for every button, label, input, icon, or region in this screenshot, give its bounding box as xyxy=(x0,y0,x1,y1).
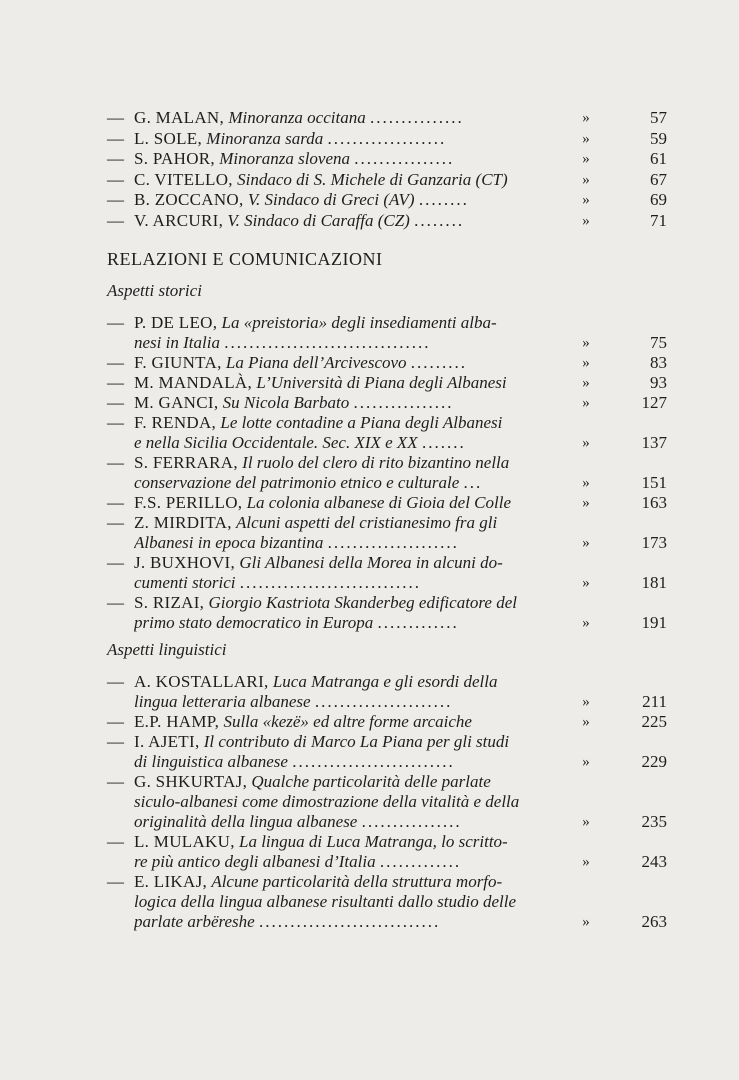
entry-title: Alcune particolarità della struttura morfo- xyxy=(211,872,503,891)
entry-page-number: 211 xyxy=(642,692,667,711)
entry-author: Z. MIRDITA, xyxy=(134,513,232,532)
entry-leader: ................ xyxy=(353,393,454,412)
entry-page-number: 137 xyxy=(641,433,667,452)
entry-page-number: 83 xyxy=(650,353,667,372)
toc-entry xyxy=(107,190,667,211)
entry-title-continued: conservazione del patrimonio etnico e culturale xyxy=(134,473,460,492)
entry-leader: ................................. xyxy=(224,333,431,352)
entry-guillemet: » xyxy=(582,914,590,930)
entry-guillemet: » xyxy=(582,151,590,168)
entry-author: J. BUXHOVI, xyxy=(134,553,236,572)
entry-dash: — xyxy=(107,772,124,791)
entry-title: Minoranza sarda xyxy=(206,128,324,148)
entry-title-continued: parlate arbëreshe xyxy=(134,912,255,931)
entry-dash: — xyxy=(107,149,124,169)
entry-author: V. ARCURI, xyxy=(134,210,224,230)
entry-leader: ............. xyxy=(379,852,462,871)
entry-author: S. RIZAI, xyxy=(134,593,205,612)
toc-entry xyxy=(107,170,667,191)
toc-entry xyxy=(107,593,667,633)
section-heading: RELAZIONI E COMUNICAZIONI xyxy=(107,249,383,269)
entry-author: E.P. HAMP, xyxy=(134,712,220,731)
entry-leader: ............................. xyxy=(258,912,441,931)
entry-page-number: 229 xyxy=(641,752,667,771)
toc-entry xyxy=(107,832,667,872)
entry-dash: — xyxy=(107,453,124,472)
entry-title: La Piana dell’Arcivescovo xyxy=(225,353,407,372)
entry-title: V. Sindaco di Greci (AV) xyxy=(247,190,415,210)
toc-entry xyxy=(107,712,667,732)
entry-dash: — xyxy=(107,108,124,127)
top-entry-list xyxy=(107,108,667,232)
entry-author: G. SHKURTAJ, xyxy=(134,772,248,791)
entry-leader: ................ xyxy=(361,812,462,831)
entry-title-continued: siculo-albanesi come dimostrazione della vitalità e della xyxy=(134,792,520,811)
entry-guillemet: » xyxy=(582,475,590,491)
entry-dash: — xyxy=(107,553,124,572)
entry-leader: ............... xyxy=(369,108,464,127)
entry-leader: ............................. xyxy=(239,573,422,592)
entry-page-number: 151 xyxy=(641,473,667,492)
entry-guillemet: » xyxy=(582,171,590,188)
entry-page-number: 69 xyxy=(650,190,667,210)
entry-title: L’Università di Piana degli Albanesi xyxy=(256,373,507,392)
entry-dash: — xyxy=(107,493,124,512)
entry-title-continued: logica della lingua albanese risultanti dallo studio delle xyxy=(134,892,517,911)
entry-page-number: 243 xyxy=(641,852,667,871)
toc-entry xyxy=(107,373,667,393)
entry-author: E. LIKAJ, xyxy=(134,872,208,891)
entry-author: B. ZOCCANO, xyxy=(134,190,244,210)
entry-author: F.S. PERILLO, xyxy=(134,493,243,512)
entry-title-continued: e nella Sicilia Occidentale. Sec. XIX e XX xyxy=(134,433,418,452)
entry-dash: — xyxy=(107,393,124,412)
entry-leader: ................... xyxy=(327,128,447,148)
entry-page-number: 93 xyxy=(650,373,667,392)
entry-author: F. GIUNTA, xyxy=(134,353,222,372)
entry-guillemet: » xyxy=(582,130,590,147)
toc-entry xyxy=(107,553,667,593)
entry-title-continued: originalità della lingua albanese xyxy=(134,812,358,831)
entry-dash: — xyxy=(107,373,124,392)
entry-author: F. RENDA, xyxy=(134,413,217,432)
entry-dash: — xyxy=(107,872,124,891)
entry-dash: — xyxy=(107,513,124,532)
entry-author: G. MALAN, xyxy=(134,108,225,127)
entry-leader: ............. xyxy=(377,613,459,632)
entry-page-number: 181 xyxy=(641,573,667,592)
entry-guillemet: » xyxy=(582,575,590,591)
entry-guillemet: » xyxy=(582,110,590,126)
toc-entry xyxy=(107,313,667,353)
entry-title: Alcuni aspetti del cristianesimo fra gli xyxy=(236,513,498,532)
entry-guillemet: » xyxy=(582,495,590,511)
entry-title: Giorgio Kastriota Skanderbeg edificatore del xyxy=(208,593,517,612)
toc-entry xyxy=(107,672,667,712)
entry-page-number: 263 xyxy=(641,912,667,931)
entry-author: L. MULAKU, xyxy=(134,832,235,851)
subsection-heading-linguistici: Aspetti linguistici xyxy=(107,640,227,659)
entry-author: I. AJETI, xyxy=(134,732,200,751)
entry-title: Le lotte contadine a Piana degli Albanesi xyxy=(220,413,503,432)
entry-page-number: 163 xyxy=(641,493,667,512)
subsection-heading-storici: Aspetti storici xyxy=(107,281,202,300)
entry-guillemet: » xyxy=(582,212,590,229)
entry-guillemet: » xyxy=(582,854,590,870)
entry-dash: — xyxy=(107,128,124,148)
entry-title: Qualche particolarità delle parlate xyxy=(251,772,491,791)
entry-page-number: 191 xyxy=(641,613,667,632)
toc-entry xyxy=(107,129,667,150)
entry-page-number: 235 xyxy=(641,812,667,831)
entry-leader: ... xyxy=(463,473,483,492)
entry-title: Il ruolo del clero di rito bizantino nella xyxy=(242,453,510,472)
entry-guillemet: » xyxy=(582,192,590,209)
toc-entry xyxy=(107,872,667,932)
toc-entry xyxy=(107,353,667,373)
toc-entry xyxy=(107,453,667,493)
entry-dash: — xyxy=(107,313,124,332)
entry-guillemet: » xyxy=(582,375,590,391)
entry-title: Sindaco di S. Michele di Ganzaria (CT) xyxy=(237,169,508,189)
entry-title: Minoranza occitana xyxy=(228,108,366,127)
entry-title-continued: Albanesi in epoca bizantina xyxy=(134,533,324,552)
entry-title: Il contributo di Marco La Piana per gli studi xyxy=(203,732,510,751)
entry-guillemet: » xyxy=(582,435,590,451)
entry-title-continued: cumenti storici xyxy=(134,573,236,592)
entry-title: La «preistoria» degli insediamenti alba- xyxy=(221,313,497,332)
toc-entry xyxy=(107,413,667,453)
entry-title: V. Sindaco di Caraffa (CZ) xyxy=(227,210,410,230)
entry-leader: .......................... xyxy=(292,752,455,771)
toc-entry xyxy=(107,513,667,553)
entry-author: S. FERRARA, xyxy=(134,453,238,472)
entry-page-number: 67 xyxy=(650,169,667,189)
entry-guillemet: » xyxy=(582,694,590,710)
entry-leader: ........ xyxy=(414,210,465,230)
entry-author: M. MANDALÀ, xyxy=(134,373,253,392)
entry-leader: ....... xyxy=(421,433,466,452)
entry-dash: — xyxy=(107,413,124,432)
entry-leader: ......... xyxy=(410,353,468,372)
entry-dash: — xyxy=(107,353,124,372)
entry-guillemet: » xyxy=(582,814,590,830)
entry-title: Luca Matranga e gli esordi della xyxy=(272,672,498,691)
toc-entry xyxy=(107,493,667,513)
entry-leader: ........ xyxy=(418,190,469,210)
toc-entry xyxy=(107,393,667,413)
entry-title: Sulla «kezë» ed altre forme arcaiche xyxy=(223,712,472,731)
entry-guillemet: » xyxy=(582,335,590,351)
entry-dash: — xyxy=(107,832,124,851)
entry-dash: — xyxy=(107,732,124,751)
entry-author: S. PAHOR, xyxy=(134,149,215,169)
toc-entry xyxy=(107,211,667,232)
entry-guillemet: » xyxy=(582,355,590,371)
entry-title: Su Nicola Barbato xyxy=(222,393,350,412)
linguistici-entry-list xyxy=(107,672,667,932)
entry-guillemet: » xyxy=(582,395,590,411)
entry-leader: ...................... xyxy=(314,692,453,711)
entry-page-number: 61 xyxy=(650,149,667,169)
entry-leader: ................ xyxy=(354,149,455,169)
toc-entry xyxy=(107,772,667,832)
entry-guillemet: » xyxy=(582,714,590,730)
toc-entry xyxy=(107,149,667,170)
storici-entry-list xyxy=(107,313,667,633)
entry-guillemet: » xyxy=(582,615,590,631)
entry-title: Minoranza slovena xyxy=(219,149,351,169)
entry-dash: — xyxy=(107,169,124,189)
entry-author: P. DE LEO, xyxy=(134,313,218,332)
entry-title-continued: lingua letteraria albanese xyxy=(134,692,311,711)
toc-entry xyxy=(107,732,667,772)
entry-dash: — xyxy=(107,190,124,210)
entry-dash: — xyxy=(107,672,124,691)
entry-title-continued: nesi in Italia xyxy=(134,333,220,352)
entry-page-number: 225 xyxy=(641,712,667,731)
entry-author: A. KOSTALLARI, xyxy=(134,672,269,691)
entry-page-number: 127 xyxy=(641,393,667,412)
entry-author: M. GANCI, xyxy=(134,393,219,412)
entry-guillemet: » xyxy=(582,754,590,770)
entry-dash: — xyxy=(107,712,124,731)
entry-title-continued: primo stato democratico in Europa xyxy=(134,613,374,632)
entry-page-number: 71 xyxy=(650,210,667,230)
entry-guillemet: » xyxy=(582,535,590,551)
toc-entry xyxy=(107,108,667,129)
entry-title-continued: re più antico degli albanesi d’Italia xyxy=(134,852,376,871)
entry-author: C. VITELLO, xyxy=(134,169,233,189)
entry-title: La colonia albanese di Gioia del Colle xyxy=(246,493,512,512)
entry-dash: — xyxy=(107,210,124,230)
entry-title-continued: di linguistica albanese xyxy=(134,752,288,771)
entry-leader: ..................... xyxy=(327,533,459,552)
entry-author: L. SOLE, xyxy=(134,128,203,148)
entry-page-number: 173 xyxy=(641,533,667,552)
entry-title: Gli Albanesi della Morea in alcuni do- xyxy=(239,553,503,572)
entry-page-number: 75 xyxy=(650,333,667,352)
entry-title: La lingua di Luca Matranga, lo scritto- xyxy=(239,832,508,851)
entry-page-number: 59 xyxy=(650,128,667,148)
entry-dash: — xyxy=(107,593,124,612)
entry-page-number: 57 xyxy=(650,108,667,127)
